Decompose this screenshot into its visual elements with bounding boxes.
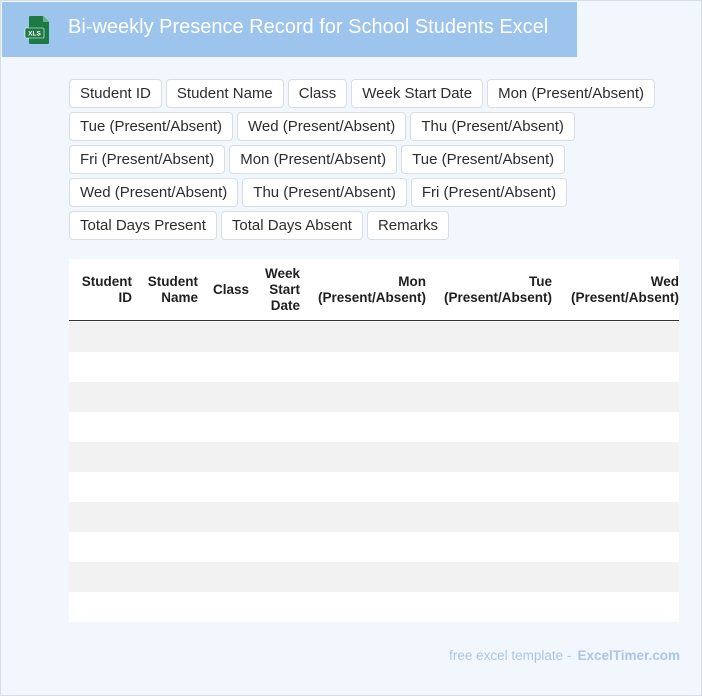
table-row[interactable] — [69, 562, 679, 592]
table-row[interactable] — [69, 412, 679, 442]
column-header — [426, 259, 552, 321]
column-header-line: Mon — [398, 274, 426, 289]
column-chip-list — [69, 79, 659, 240]
column-chip: Mon (Present/Absent) — [229, 145, 397, 174]
column-chip: Class — [288, 79, 348, 108]
column-header — [300, 259, 426, 321]
column-header-line: (Present/Absent) — [443, 290, 552, 305]
column-header-line: ID — [118, 290, 132, 305]
header-banner — [2, 2, 577, 57]
column-header-line: (Present/Absent) — [317, 290, 426, 305]
column-header-line: Date — [270, 298, 300, 313]
column-chip: Wed (Present/Absent) — [237, 112, 406, 141]
column-chip: Fri (Present/Absent) — [69, 145, 225, 174]
column-chip: Student Name — [166, 79, 284, 108]
column-chip: Wed (Present/Absent) — [69, 178, 238, 207]
column-chip: Remarks — [367, 211, 449, 240]
attendance-table — [69, 259, 679, 622]
column-chip: Fri (Present/Absent) — [411, 178, 567, 207]
column-header-line: Week — [264, 266, 300, 281]
footer-prefix: free excel template - — [449, 648, 572, 663]
column-chip: Week Start Date — [351, 79, 483, 108]
column-chip: Mon (Present/Absent) — [487, 79, 655, 108]
footer-brand-link[interactable]: ExcelTimer.com — [577, 648, 680, 663]
column-header — [132, 259, 198, 321]
column-header — [198, 259, 249, 321]
table-row[interactable] — [69, 352, 679, 382]
column-header-line: Student — [147, 274, 198, 289]
page-title: Bi-weekly Presence Record for School Students Excel — [68, 16, 549, 38]
svg-text:XLS: XLS — [28, 30, 41, 38]
table-row[interactable] — [69, 592, 679, 622]
column-chip: Total Days Absent — [221, 211, 363, 240]
table-row[interactable] — [69, 532, 679, 562]
column-chip: Tue (Present/Absent) — [401, 145, 565, 174]
column-header-line: (Present/Absent) — [570, 290, 679, 305]
table-header — [69, 259, 679, 321]
column-chip: Total Days Present — [69, 211, 217, 240]
column-header-line: Start — [269, 282, 300, 297]
column-header — [249, 259, 300, 321]
table-row[interactable] — [69, 382, 679, 412]
column-header-line: Class — [212, 282, 249, 297]
column-chip: Thu (Present/Absent) — [410, 112, 575, 141]
column-header-line: Tue — [529, 274, 552, 289]
column-header — [552, 259, 679, 321]
column-header-line: Student — [81, 274, 132, 289]
column-chip: Thu (Present/Absent) — [242, 178, 407, 207]
table-row[interactable] — [69, 322, 679, 352]
table-row[interactable] — [69, 502, 679, 532]
table-row[interactable] — [69, 472, 679, 502]
footer-credit — [449, 648, 680, 663]
column-chip: Tue (Present/Absent) — [69, 112, 233, 141]
excel-file-icon — [24, 15, 52, 45]
column-chip: Student ID — [69, 79, 162, 108]
column-header-line: Wed — [650, 274, 679, 289]
column-header — [69, 259, 132, 321]
table-row[interactable] — [69, 442, 679, 472]
column-header-line: Name — [161, 290, 198, 305]
